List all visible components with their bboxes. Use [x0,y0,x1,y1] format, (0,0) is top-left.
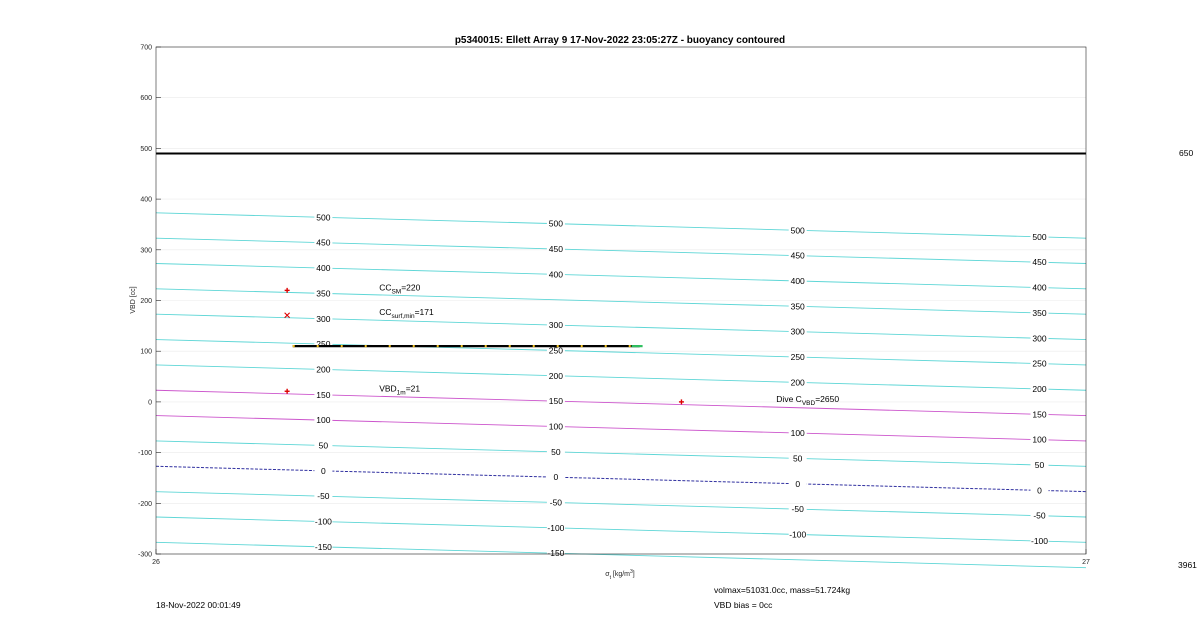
contour-label: 150 [316,389,331,400]
x-axis-label-unit-sup: 3 [630,569,633,575]
annotation-main: VBD [379,383,397,394]
annotation [379,282,420,295]
contour-label: 350 [316,288,331,299]
contour-label: 200 [548,370,563,381]
annotation-sub: SM [391,288,402,296]
y-axis-ticks [138,45,161,559]
grid-lines [156,47,1086,554]
contour-label: -100 [547,522,565,533]
x-axis-ticks [152,549,1090,566]
contour-label: 50 [792,453,803,464]
annotation-main: Dive C [776,393,802,404]
contour-line--100 [156,517,1086,542]
contour-label: -100 [1030,536,1049,547]
contour-label: 400 [316,263,331,274]
y-tick-label: 700 [140,44,152,52]
y-tick-label: -100 [137,450,152,458]
contour-label: 200 [790,377,805,388]
contour-line--50 [156,492,1086,517]
contour-label: 50 [551,446,561,457]
buoyancy-contours [156,213,1086,568]
y-tick-label: 300 [140,247,152,255]
footer-volmax: volmax=51031.0cc, mass=51.724kg [714,585,851,595]
x-axis-label [605,569,635,581]
contour-line-0 [156,466,1086,491]
annotation-rest: =21 [405,383,421,394]
x-axis-label-sub: t [609,575,611,581]
reference-bottom-label: 3961 [1178,560,1197,570]
contour-label: 0 [321,465,326,476]
x-axis-label-unit-close: ] [632,571,635,578]
contour-label: 100 [316,415,331,426]
y-tick-label: 600 [140,95,152,103]
contour-label: 200 [316,364,331,375]
contour-label: 250 [316,339,331,350]
marker-plus [679,399,684,404]
annotation-sub: VBD [801,399,816,407]
contour-label: 300 [316,313,331,324]
contour-label: 500 [316,212,331,223]
annotation-rest: =2650 [815,393,840,404]
contour-line-450 [156,238,1086,263]
contour-line-350 [156,289,1086,314]
y-tick-label: -200 [137,500,152,508]
footer-timestamp: 18-Nov-2022 00:01:49 [156,600,241,610]
y-tick-label: -300 [137,551,152,559]
contour-line--150 [156,542,1086,567]
contour-label: 450 [1032,257,1047,268]
contour-line-500 [156,213,1086,238]
contour-line-150 [156,390,1086,415]
contour-label: 100 [548,421,563,432]
marker-cross [285,313,290,318]
y-tick-label: 200 [140,298,152,305]
y-tick-label: 0 [148,399,152,407]
contour-label: 250 [548,345,563,356]
contour-label: 50 [318,440,329,451]
contour-label: -50 [791,504,804,515]
contour-label: 100 [790,428,805,439]
contour-label: 0 [795,478,801,489]
reference-line-label: 650 [1179,148,1194,158]
annotation-main: CC [379,307,392,318]
y-axis-label: VBD [cc] [130,286,137,314]
contour-label: -100 [789,529,807,540]
contour-label: 400 [548,269,563,280]
contour-label: -100 [314,516,332,527]
contour-label: 450 [548,244,563,255]
contour-label: 300 [1032,333,1047,344]
contour-label: -50 [317,491,330,502]
footer-vbd-bias: VBD bias = 0cc [714,600,773,610]
contour-label: 500 [548,218,563,229]
chart-title: p5340015: Ellett Array 9 17-Nov-2022 23:05:27Z - buoyancy contoured [454,35,786,46]
contour-label: -50 [1033,510,1046,521]
contour-label: 500 [790,225,805,236]
annotation-rest: =220 [401,282,421,293]
contour-line-300 [156,314,1086,339]
contour-label: 200 [1032,383,1047,394]
contour-label: 100 [1032,434,1047,445]
contour-line-50 [156,441,1086,466]
y-tick-label: 100 [140,348,152,356]
contour-label: 250 [790,352,805,363]
annotation [776,394,839,407]
marker-plus [285,389,290,394]
y-tick-label: 500 [140,145,152,153]
annotation-sub: surf,min [391,313,415,321]
contour-label: 150 [1032,409,1047,420]
contour-line-100 [156,416,1086,441]
contour-label: 400 [1032,282,1047,293]
x-tick-label: 26 [152,559,160,566]
y-tick-label: 400 [140,196,152,204]
annotation-sub: 1m [396,389,406,397]
contour-label: 450 [316,237,331,248]
contour-label: 250 [1032,358,1047,369]
x-axis-label-unit: [kg/m [610,571,631,578]
contour-line-250 [156,340,1086,365]
x-axis-label-main: σ [605,571,610,578]
contour-label: -150 [547,548,565,559]
contour-label: -150 [314,541,332,552]
contour-label: 0 [1037,485,1042,496]
contour-label: 450 [790,250,805,261]
contour-label: 300 [790,326,805,337]
annotation [379,307,434,320]
annotation [379,383,420,396]
x-tick-label: 27 [1082,559,1090,566]
contour-line-400 [156,263,1086,288]
contour-label: 50 [1034,460,1045,471]
contour-label: 150 [548,396,563,407]
contour-label: -50 [549,497,563,508]
contour-label: 0 [553,472,559,483]
annotation-rest: =171 [414,307,434,318]
annotation-main: CC [379,282,392,293]
contour-label: 500 [1032,231,1047,242]
contour-label: 350 [1032,307,1047,318]
contour-label: 350 [790,301,805,312]
contour-label: 300 [548,320,563,331]
contour-line-200 [156,365,1086,390]
contour-label: 400 [790,275,805,286]
